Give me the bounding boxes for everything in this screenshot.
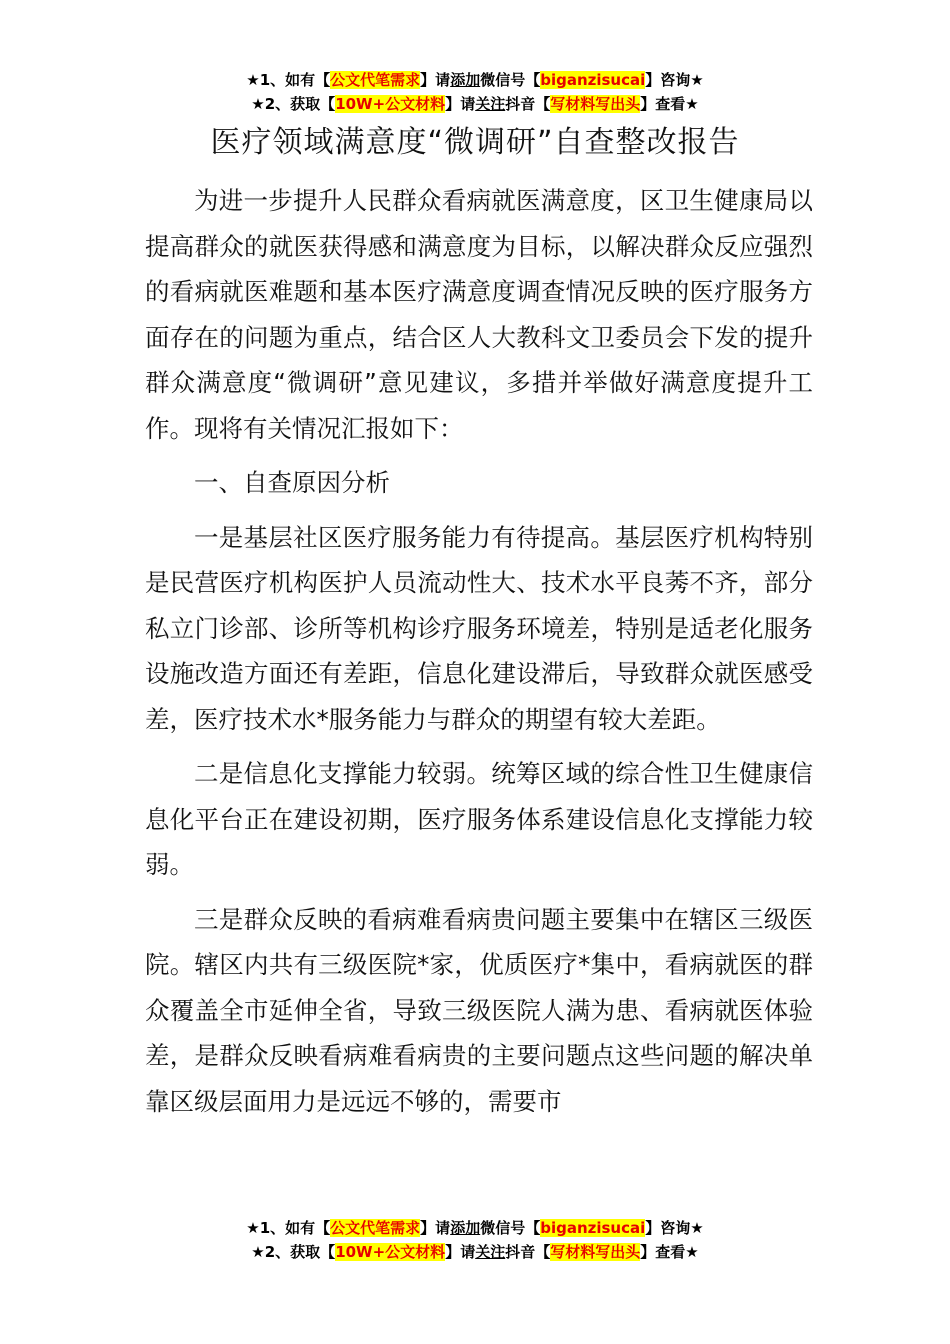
- paragraph-point-3: 三是群众反映的看病难看病贵问题主要集中在辖区三级医院。辖区内共有三级医院*家，优质医疗*集中，看病就医的群众覆盖全市延伸全省，导致三级医院人满为患、看病就医体验差，是群众反映看病难看病贵的主要问题点这些问题的解决单靠区级层面用力是远远不够的，需要市: [145, 904, 813, 1116]
- promo-line-2: ★2、获取【10W+公文材料】请关注抖音【写材料写出头】查看★: [251, 1243, 699, 1261]
- highlight-douyin-account: 写材料写出头: [550, 1243, 641, 1261]
- highlight-writing-service: 公文代笔需求: [330, 71, 421, 89]
- promo-line-1: ★1、如有【公文代笔需求】请添加微信号【biganzisucai】咨询★: [246, 1219, 704, 1237]
- promo-banner-bottom: [0, 1216, 950, 1264]
- highlight-wechat-id: biganzisucai: [540, 1219, 646, 1237]
- promo-banner-top: [0, 68, 950, 116]
- document-title: 医疗领域满意度“微调研”自查整改报告: [210, 125, 740, 160]
- highlight-wechat-id: biganzisucai: [540, 71, 646, 89]
- paragraph-point-1: 一是基层社区医疗服务能力有待提高。基层医疗机构特别是民营医疗机构医护人员流动性大、技术水平良莠不齐，部分私立门诊部、诊所等机构诊疗服务环境差，特别是适老化服务设施改造方面还有差距，信息化建设滞后，导致群众就医感受差，医疗技术水*服务能力与群众的期望有较大差距。: [145, 522, 813, 734]
- document-body: [145, 178, 813, 1124]
- paragraph-intro: 为进一步提升人民群众看病就医满意度，区卫生健康局以提高群众的就医获得感和满意度为目标，以解决群众反应强烈的看病就医难题和基本医疗满意度调查情况反映的医疗服务方面存在的问题为重点，结合区人大教科文卫委员会下发的提升群众满意度“微调研”意见建议，多措并举做好满意度提升工作。现将有关情况汇报如下：: [145, 186, 813, 443]
- paragraph-point-2: 二是信息化支撑能力较弱。统筹区域的综合性卫生健康信息化平台正在建设初期，医疗服务体系建设信息化支撑能力较弱。: [145, 759, 813, 879]
- highlight-materials: 10W+公文材料: [335, 1243, 446, 1261]
- section-heading-1: 一、自查原因分析: [194, 468, 390, 497]
- highlight-writing-service: 公文代笔需求: [330, 1219, 421, 1237]
- highlight-douyin-account: 写材料写出头: [550, 95, 641, 113]
- promo-line-1: ★1、如有【公文代笔需求】请添加微信号【biganzisucai】咨询★: [246, 71, 704, 89]
- highlight-materials: 10W+公文材料: [335, 95, 446, 113]
- promo-line-2: ★2、获取【10W+公文材料】请关注抖音【写材料写出头】查看★: [251, 95, 699, 113]
